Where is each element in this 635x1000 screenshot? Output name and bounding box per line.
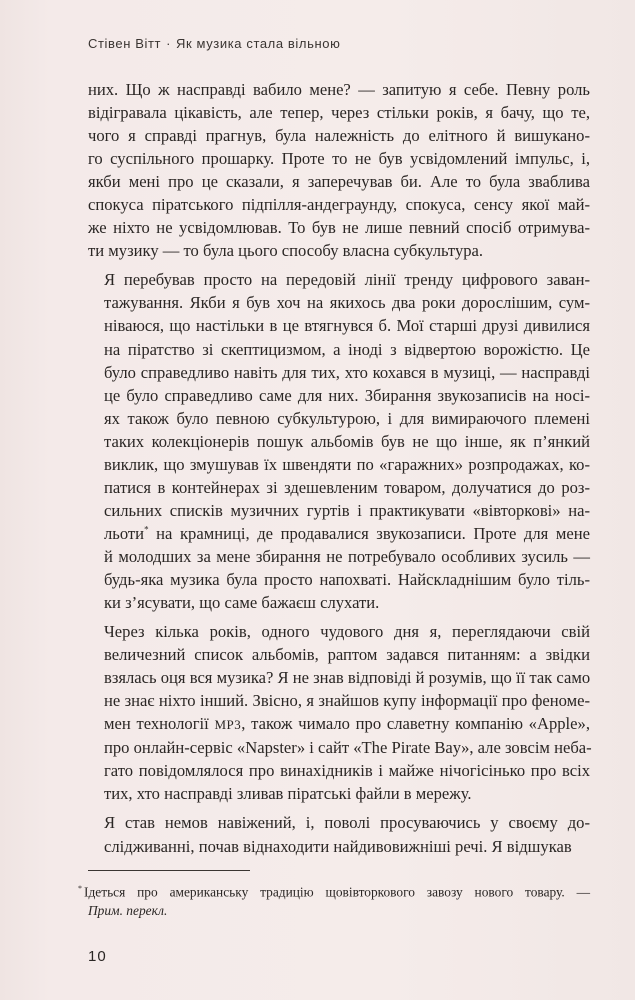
text-line: тажування. Якби я був хоч на якихось два роки дорослішим, сум- (104, 293, 590, 313)
text-line: відігравала цікавість, але тепер, через стільки років, я бачу, що те, (88, 103, 590, 123)
text-line: взялась оця вся музика? Я не знав відповіді й розумів, що її так само (104, 668, 591, 688)
text-line: виклик, що змушував їх швендяти по «гаражних» розпродажах, ко- (104, 454, 590, 474)
text-line: якби мені про це сказали, я заперечував би. Але то була зваблива (88, 172, 590, 192)
text-line: величезний список альбомів, раптом задався питанням: а звідки (104, 645, 590, 665)
text-line: гато повідомлялося про винахідників і майже нічогісінько про всіх (104, 761, 590, 781)
paragraph (88, 620, 590, 805)
small-caps-term: MP3 (214, 717, 242, 733)
page-number: 10 (88, 948, 107, 965)
body-text (88, 78, 590, 864)
running-head-author: Стівен Вітт (88, 36, 162, 51)
running-head-separator: · (166, 36, 172, 51)
text-line: про онлайн-сервіс «Napster» і сайт «The Pirate Bay», але зовсім неба- (104, 738, 592, 758)
text-line: не знає ніхто інший. Звісно, я знайшов купу інформації про феноме- (104, 691, 590, 711)
footnote-divider (88, 870, 250, 871)
text-line: слідживанні, почав віднаходити найдивовижніші речі. Я відшукав (104, 836, 572, 856)
text-line: ніваюся, що настільки в це втягнувся б. Мої старші друзі дивилися (104, 316, 590, 336)
text-line: ки з’ясувати, що саме бажаєш слухати. (104, 593, 380, 613)
text-line: чого я справді прагнув, була належність до елітного й вишукано- (88, 126, 590, 146)
text-line: ях також було певною субкультурою, і для вимираючого племені (104, 408, 590, 428)
text-line: Я став немов навіжений, і, поволі просуваючись у своєму до- (104, 813, 590, 833)
paragraph (88, 268, 590, 614)
paragraph (88, 811, 590, 857)
text-line: них. Що ж насправді вабило мене? — запитую я себе. Певну роль (88, 80, 590, 99)
footnote-attribution: Прим. перекл. (88, 903, 168, 919)
footnote-reference: * (144, 524, 149, 535)
text-line: Я перебував просто на передовій лінії тренду цифрового заван- (104, 270, 590, 290)
text-line: патися в контейнерах зі здешевленим товаром, долучатися до роз- (104, 477, 590, 497)
paragraph (88, 78, 590, 262)
text-line: на піратство зі скептицизмом, а іноді з відвертою ворожістю. Це (104, 339, 590, 359)
text-line: було справедливо навіть для тих, хто кохався в музиці, — насправді (104, 362, 590, 382)
text-line: же ніхто не усвідомлював. То був не лише певний спосіб отримува- (88, 218, 590, 238)
text-line: тих, хто насправді зливав піратські файли в мережу. (104, 784, 472, 804)
footnote-marker: * (78, 884, 82, 893)
running-head-title: Як музика стала вільною (176, 36, 341, 51)
text-line: ти музику — то була цього способу власна субкультура. (88, 241, 484, 261)
text-line: льоти* на крамниці, де продавалися звукозаписи. Проте для мене (104, 523, 590, 543)
text-line: сильних списків музичних гуртів і практикувати «вівторкові» на- (104, 500, 590, 520)
text-line: го суспільного прошарку. Проте то не був усвідомлений імпульс, і, (88, 149, 590, 169)
text-line: це було справедливо саме для них. Збирання звукозаписів на носі- (104, 385, 590, 405)
text-line: таких колекціонерів пошук альбомів був не що інше, як п’янкий (104, 431, 590, 451)
text-line: й молодших за мене збирання не потребувало особливих зусиль — (104, 546, 590, 566)
text-line: мен технології MP3, також чимало про славетну компанію «Apple», (104, 714, 590, 734)
running-head (88, 36, 340, 51)
text-line: спокуса піратського підпілля-андеграунду, спокуса, сенсу якої май- (88, 195, 590, 215)
footnote-line: * Ідеться про американську традицію щовівторкового завозу нового товару. — (78, 884, 590, 900)
text-line: будь-яка музика була просто напохваті. Найскладнішим було тіль- (104, 569, 590, 589)
footnote (78, 879, 590, 920)
text-line: Через кілька років, одного чудового дня я, переглядаючи свій (104, 622, 590, 642)
